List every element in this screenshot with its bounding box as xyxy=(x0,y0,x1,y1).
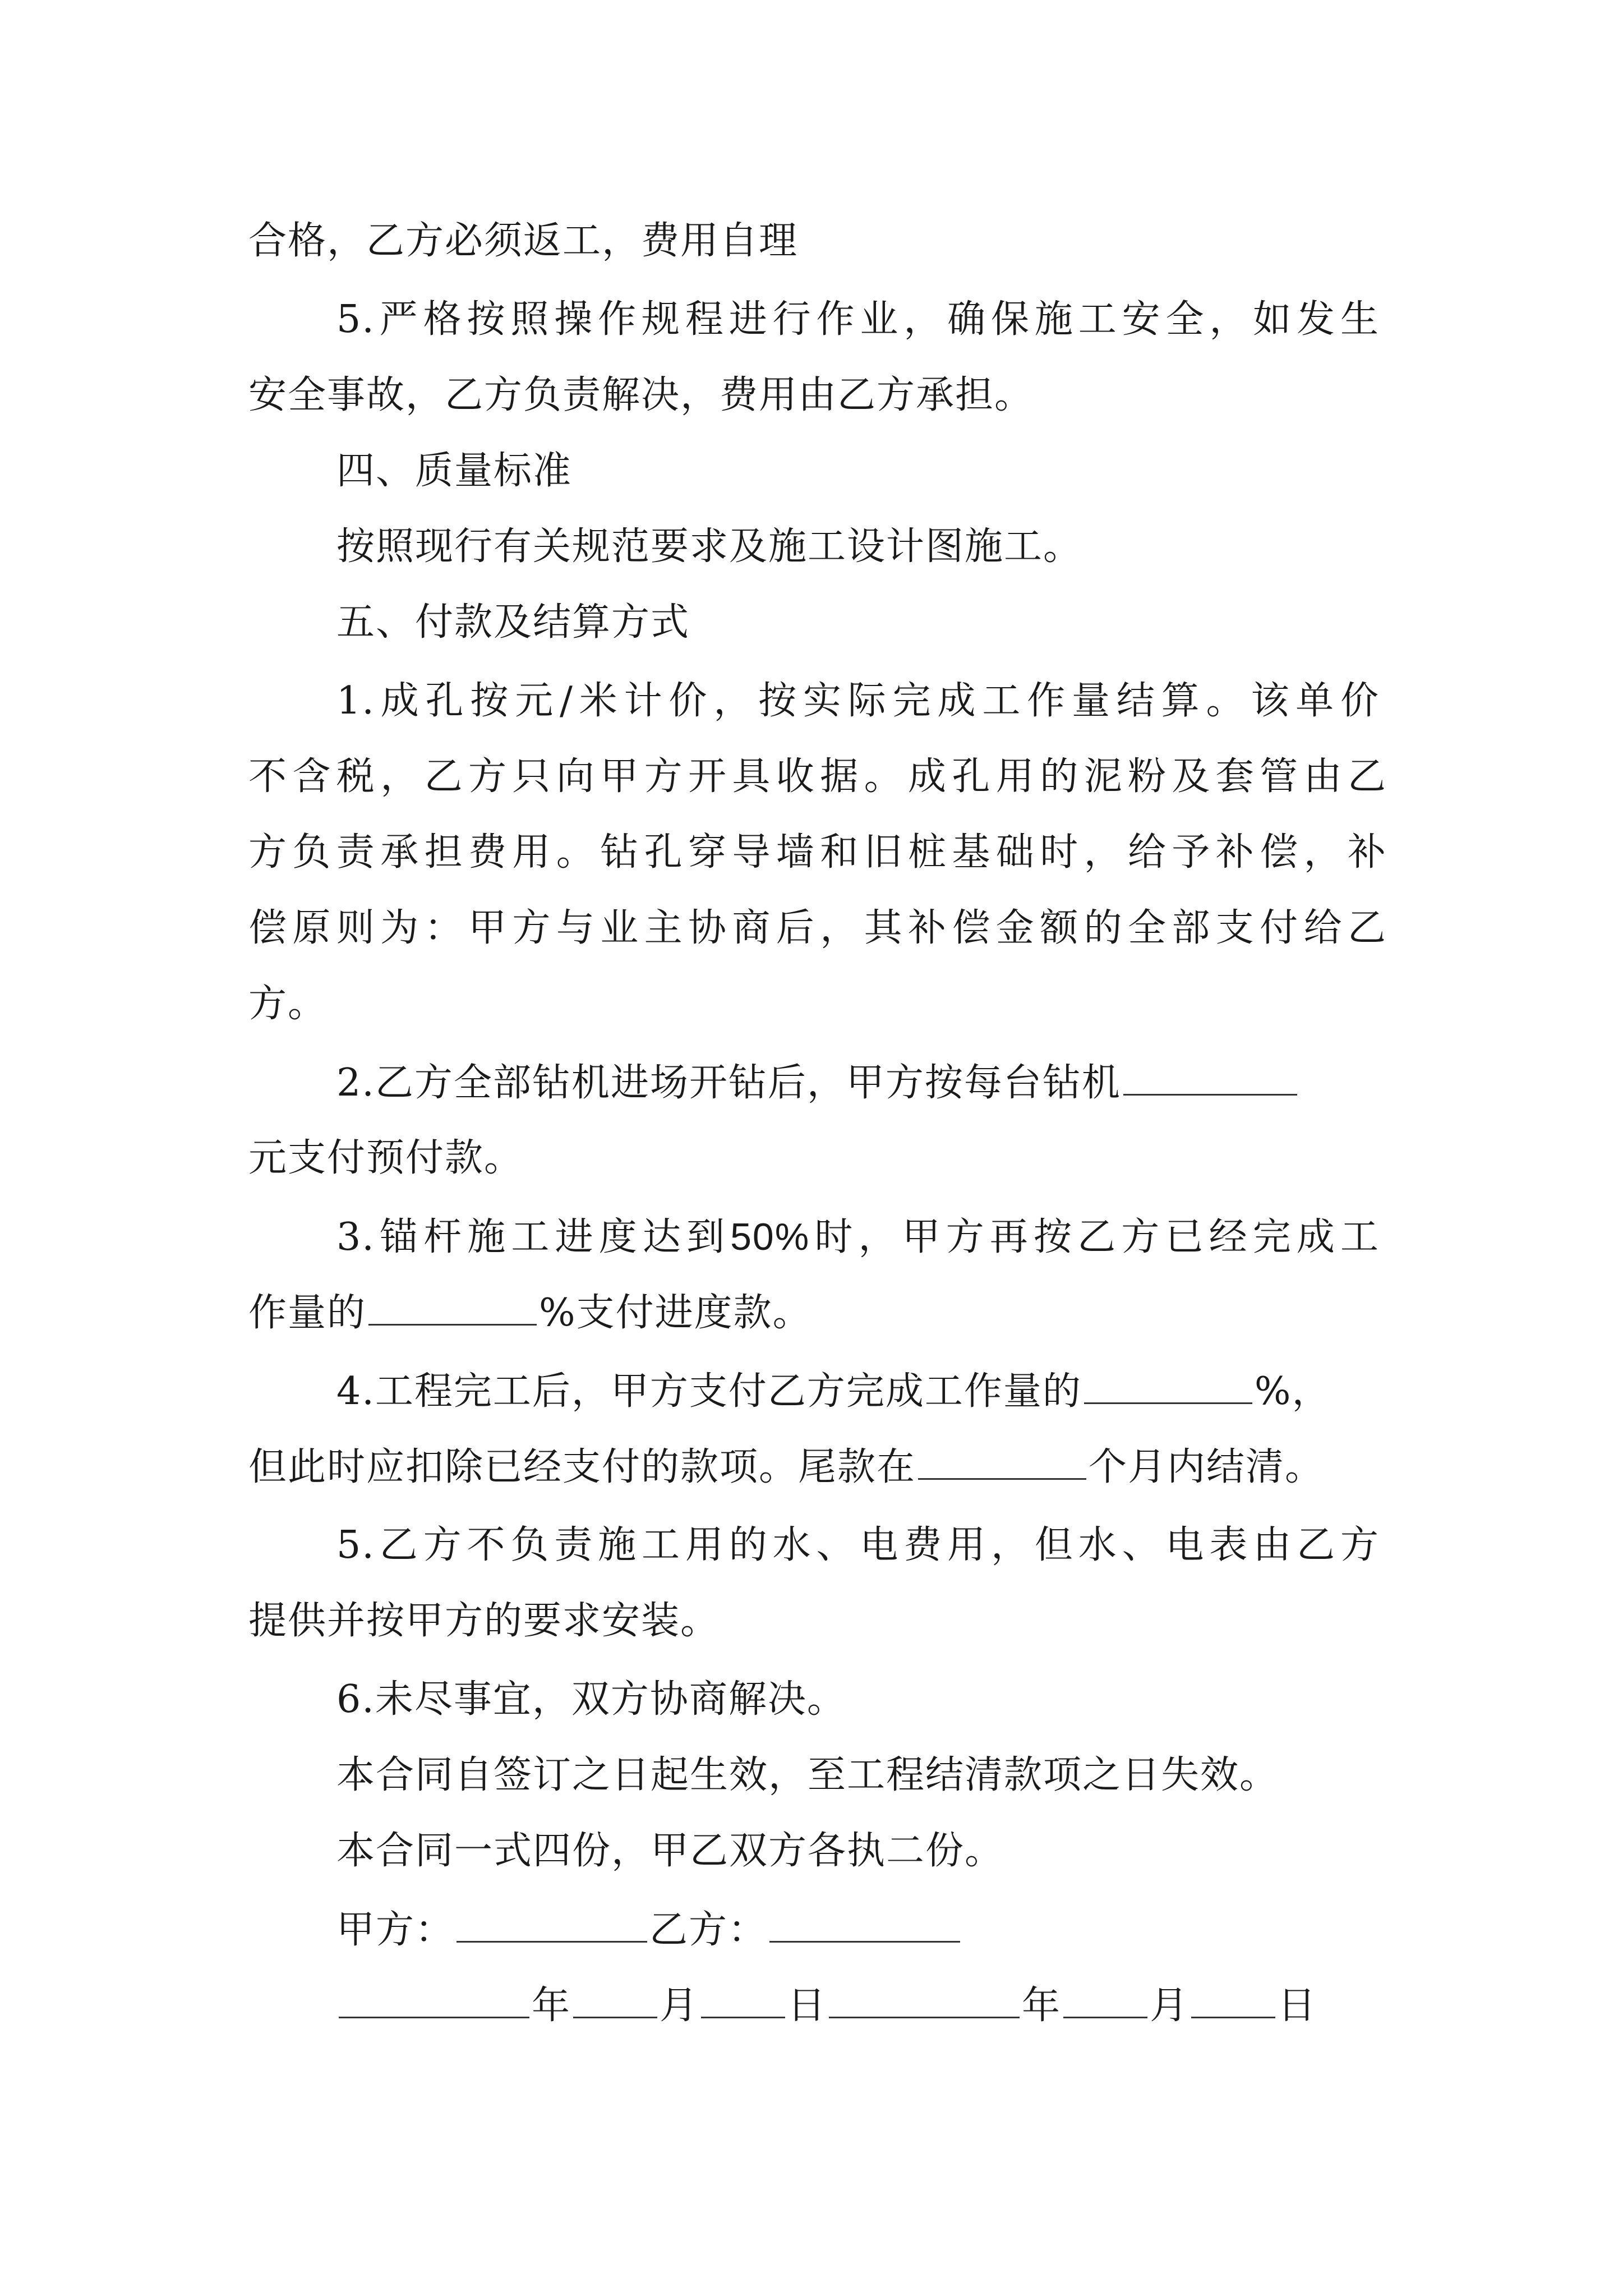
clause-5-2-text: 2.乙方全部钻机进场开钻后，甲方按每台钻机 xyxy=(336,1061,1121,1105)
blank-underline[interactable] xyxy=(368,1285,537,1326)
month-label: 月 xyxy=(1150,1984,1189,2028)
blank-underline[interactable] xyxy=(1084,1363,1252,1404)
year-label: 年 xyxy=(1022,1984,1062,2028)
clause-5-3-line-1 xyxy=(336,1209,1380,1265)
clause-3-5-line-2: 安全事故，乙方负责解决，费用由乙方承担。 xyxy=(248,373,1034,417)
quality-standard-text: 按照现行有关规范要求及施工设计图施工。 xyxy=(336,524,1083,569)
party-b-label: 乙方： xyxy=(649,1908,768,1952)
clause-5-3-text-a: 3.锚杆施工进度达到 xyxy=(336,1215,731,1259)
clause-5-5-line-2: 提供并按甲方的要求安装。 xyxy=(248,1599,720,1643)
clause-5-2-line-2: 元支付预付款。 xyxy=(248,1136,524,1180)
signature-line xyxy=(336,1902,1475,1958)
clause-5-1-line-4: 偿原则为：甲方与业主协商后，其补偿金额的全部支付给乙 xyxy=(248,906,1387,950)
clause-5-3-percent: 50% xyxy=(730,1216,810,1258)
clause-5-3-text-d: 作量的 xyxy=(248,1291,367,1335)
clause-5-4-line-1 xyxy=(336,1363,1475,1419)
party-b-year-field[interactable] xyxy=(829,1977,1020,2018)
day-label: 日 xyxy=(1278,1984,1317,2028)
party-a-label: 甲方： xyxy=(336,1908,455,1952)
clause-5-6: 6.未尽事宜，双方协商解决。 xyxy=(336,1677,846,1722)
clause-5-4-text-c: 但此时应扣除已经支付的款项。尾款在 xyxy=(248,1445,916,1489)
section-heading-quality: 四、质量标准 xyxy=(336,449,573,493)
clause-5-4-text-a: 4.工程完工后，甲方支付乙方完成工作量的 xyxy=(336,1369,1082,1414)
clause-5-2-line-1 xyxy=(336,1055,1475,1111)
effective-clause: 本合同自签订之日起生效，至工程结清款项之日失效。 xyxy=(336,1753,1279,1797)
clause-3-5-line-1: 5.严格按照操作规程进行作业，确保施工安全，如发生 xyxy=(336,297,1380,342)
party-a-year-field[interactable] xyxy=(339,1977,529,2018)
clause-5-3-text-c: 时，甲方再按乙方已经完成工 xyxy=(810,1215,1380,1259)
party-a-day-field[interactable] xyxy=(701,1977,785,2018)
section-heading-payment: 五、付款及结算方式 xyxy=(336,600,690,645)
party-b-month-field[interactable] xyxy=(1063,1977,1147,2018)
clause-5-4-text-d: 个月内结清。 xyxy=(1089,1445,1325,1489)
text-line: 合格，乙方必须返工，费用自理 xyxy=(248,219,799,263)
clause-5-3-text-e: %支付进度款。 xyxy=(539,1291,812,1335)
clause-5-5-line-1: 5.乙方不负责施工用的水、电费用，但水、电表由乙方 xyxy=(336,1523,1380,1567)
clause-5-1-line-1: 1.成孔按元/米计价，按实际完成工作量结算。该单价 xyxy=(336,679,1380,723)
blank-underline[interactable] xyxy=(1123,1055,1297,1096)
date-line xyxy=(336,1977,1475,2033)
day-label: 日 xyxy=(787,1984,827,2028)
clause-5-1-line-3: 方负责承担费用。钻孔穿导墙和旧桩基础时，给予补偿，补 xyxy=(248,830,1387,875)
party-b-signature-field[interactable] xyxy=(769,1902,960,1943)
blank-underline[interactable] xyxy=(918,1439,1086,1480)
clause-5-4-line-2 xyxy=(248,1439,1387,1495)
clause-5-4-text-b: %， xyxy=(1254,1369,1331,1414)
party-a-month-field[interactable] xyxy=(573,1977,657,2018)
clause-5-1-line-5: 方。 xyxy=(248,982,328,1026)
party-b-day-field[interactable] xyxy=(1191,1977,1275,2018)
clause-5-1-line-2: 不含税，乙方只向甲方开具收据。成孔用的泥粉及套管由乙 xyxy=(248,754,1387,799)
year-label: 年 xyxy=(532,1984,571,2028)
party-a-signature-field[interactable] xyxy=(457,1902,647,1943)
clause-5-3-line-2 xyxy=(248,1285,1387,1341)
month-label: 月 xyxy=(660,1984,699,2028)
copies-clause: 本合同一式四份，甲乙双方各执二份。 xyxy=(336,1829,1004,1873)
